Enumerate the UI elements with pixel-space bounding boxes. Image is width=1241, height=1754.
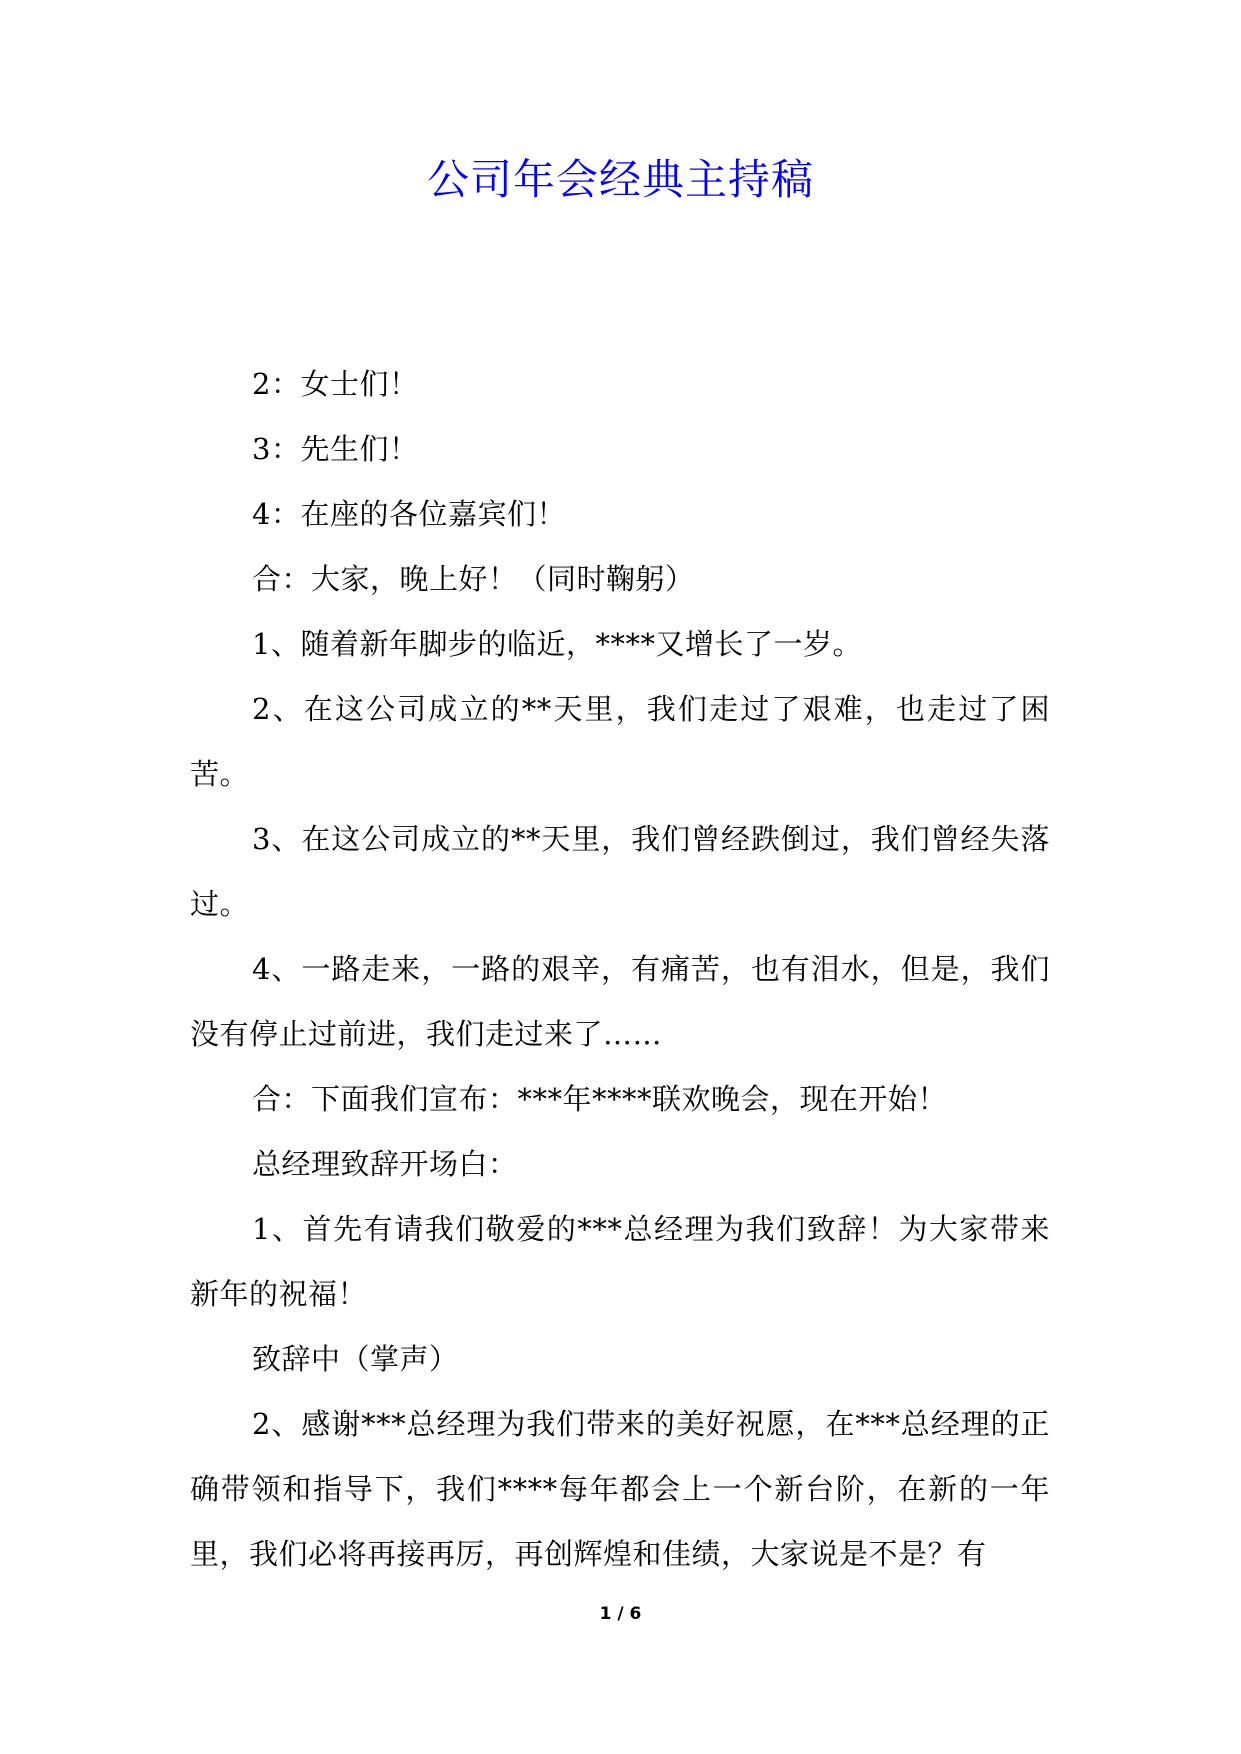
page-number: 1 / 6: [599, 1604, 642, 1624]
paragraph: 合：大家，晚上好！（同时鞠躬）: [252, 562, 695, 596]
paragraph: 3：先生们！: [252, 432, 419, 466]
paragraph: 4、一路走来，一路的艰辛，有痛苦，也有泪水，但是，我们没有停止过前进，我们走过来了……: [190, 952, 1050, 1051]
paragraph: 2、在这公司成立的**天里，我们走过了艰难，也走过了困苦。: [190, 692, 1050, 791]
paragraph: 1、随着新年脚步的临近，****又增长了一岁。: [252, 627, 862, 661]
paragraph: 3、在这公司成立的**天里，我们曾经跌倒过，我们曾经失落过。: [190, 822, 1050, 921]
paragraph: 4：在座的各位嘉宾们！: [252, 497, 566, 531]
paragraph: 1、首先有请我们敬爱的***总经理为我们致辞！为大家带来新年的祝福！: [190, 1212, 1050, 1311]
paragraph: 合：下面我们宣布：***年****联欢晚会，现在开始！: [252, 1082, 948, 1116]
paragraph: 2：女士们！: [252, 367, 419, 401]
paragraph: 2、感谢***总经理为我们带来的美好祝愿，在***总经理的正确带领和指导下，我们****每年都会上一个新台阶，在新的一年里，我们必将再接再厉，再创辉煌和佳绩，大家说是不是？有: [190, 1407, 1050, 1571]
document-title: 公司年会经典主持稿: [426, 155, 814, 204]
document-body: [190, 352, 1050, 1587]
paragraph: 致辞中（掌声）: [252, 1342, 459, 1376]
paragraph: 总经理致辞开场白：: [252, 1147, 518, 1181]
